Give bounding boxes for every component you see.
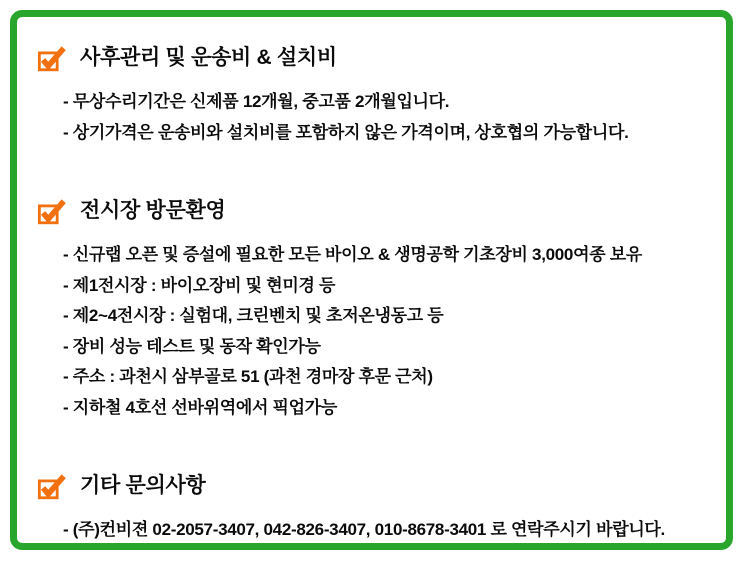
list-item: - 상기가격은 운송비와 설치비를 포함하지 않은 가격이며, 상호협의 가능합니다. — [63, 122, 629, 142]
section-heading — [37, 471, 708, 501]
bullet-list — [37, 240, 708, 423]
checkbox-checked-icon — [37, 198, 67, 226]
section-title: 전시장 방문환영 — [80, 199, 226, 222]
list-item: - 주소 : 과천시 삼부골로 51 (과천 경마장 후문 근처) — [63, 367, 433, 386]
list-item: - 장비 성능 테스트 및 동작 확인가능 — [63, 336, 321, 356]
section-heading — [37, 196, 708, 226]
list-item: - 무상수리기간은 신제품 12개월, 중고품 2개월입니다. — [63, 92, 450, 111]
section-contact — [37, 471, 708, 546]
section-heading — [37, 43, 708, 73]
list-item: - 지하철 4호선 선바위역에서 픽업가능 — [63, 397, 338, 417]
list-item: - 제2~4전시장 : 실험대, 크린벤치 및 초저온냉동고 등 — [63, 306, 444, 325]
list-item: - 신규랩 오픈 및 증설에 필요한 모든 바이오 & 생명공학 기초장비 3,000여종 보유 — [63, 245, 642, 264]
list-item: - 제1전시장 : 바이오장비 및 현미경 등 — [63, 275, 336, 295]
notice-panel — [10, 10, 733, 550]
section-showroom — [37, 196, 708, 423]
checkbox-checked-icon — [37, 45, 67, 73]
bullet-list — [37, 515, 708, 546]
list-item: - (주)컨비젼 02-2057-3407, 042-826-3407, 010-8678-3401 로 연락주시기 바랍니다. — [63, 520, 665, 539]
bullet-list — [37, 87, 708, 148]
section-title: 사후관리 및 운송비 & 설치비 — [80, 46, 337, 69]
section-aftercare — [37, 43, 708, 148]
section-title: 기타 문의사항 — [80, 474, 206, 497]
checkbox-checked-icon — [37, 473, 67, 501]
